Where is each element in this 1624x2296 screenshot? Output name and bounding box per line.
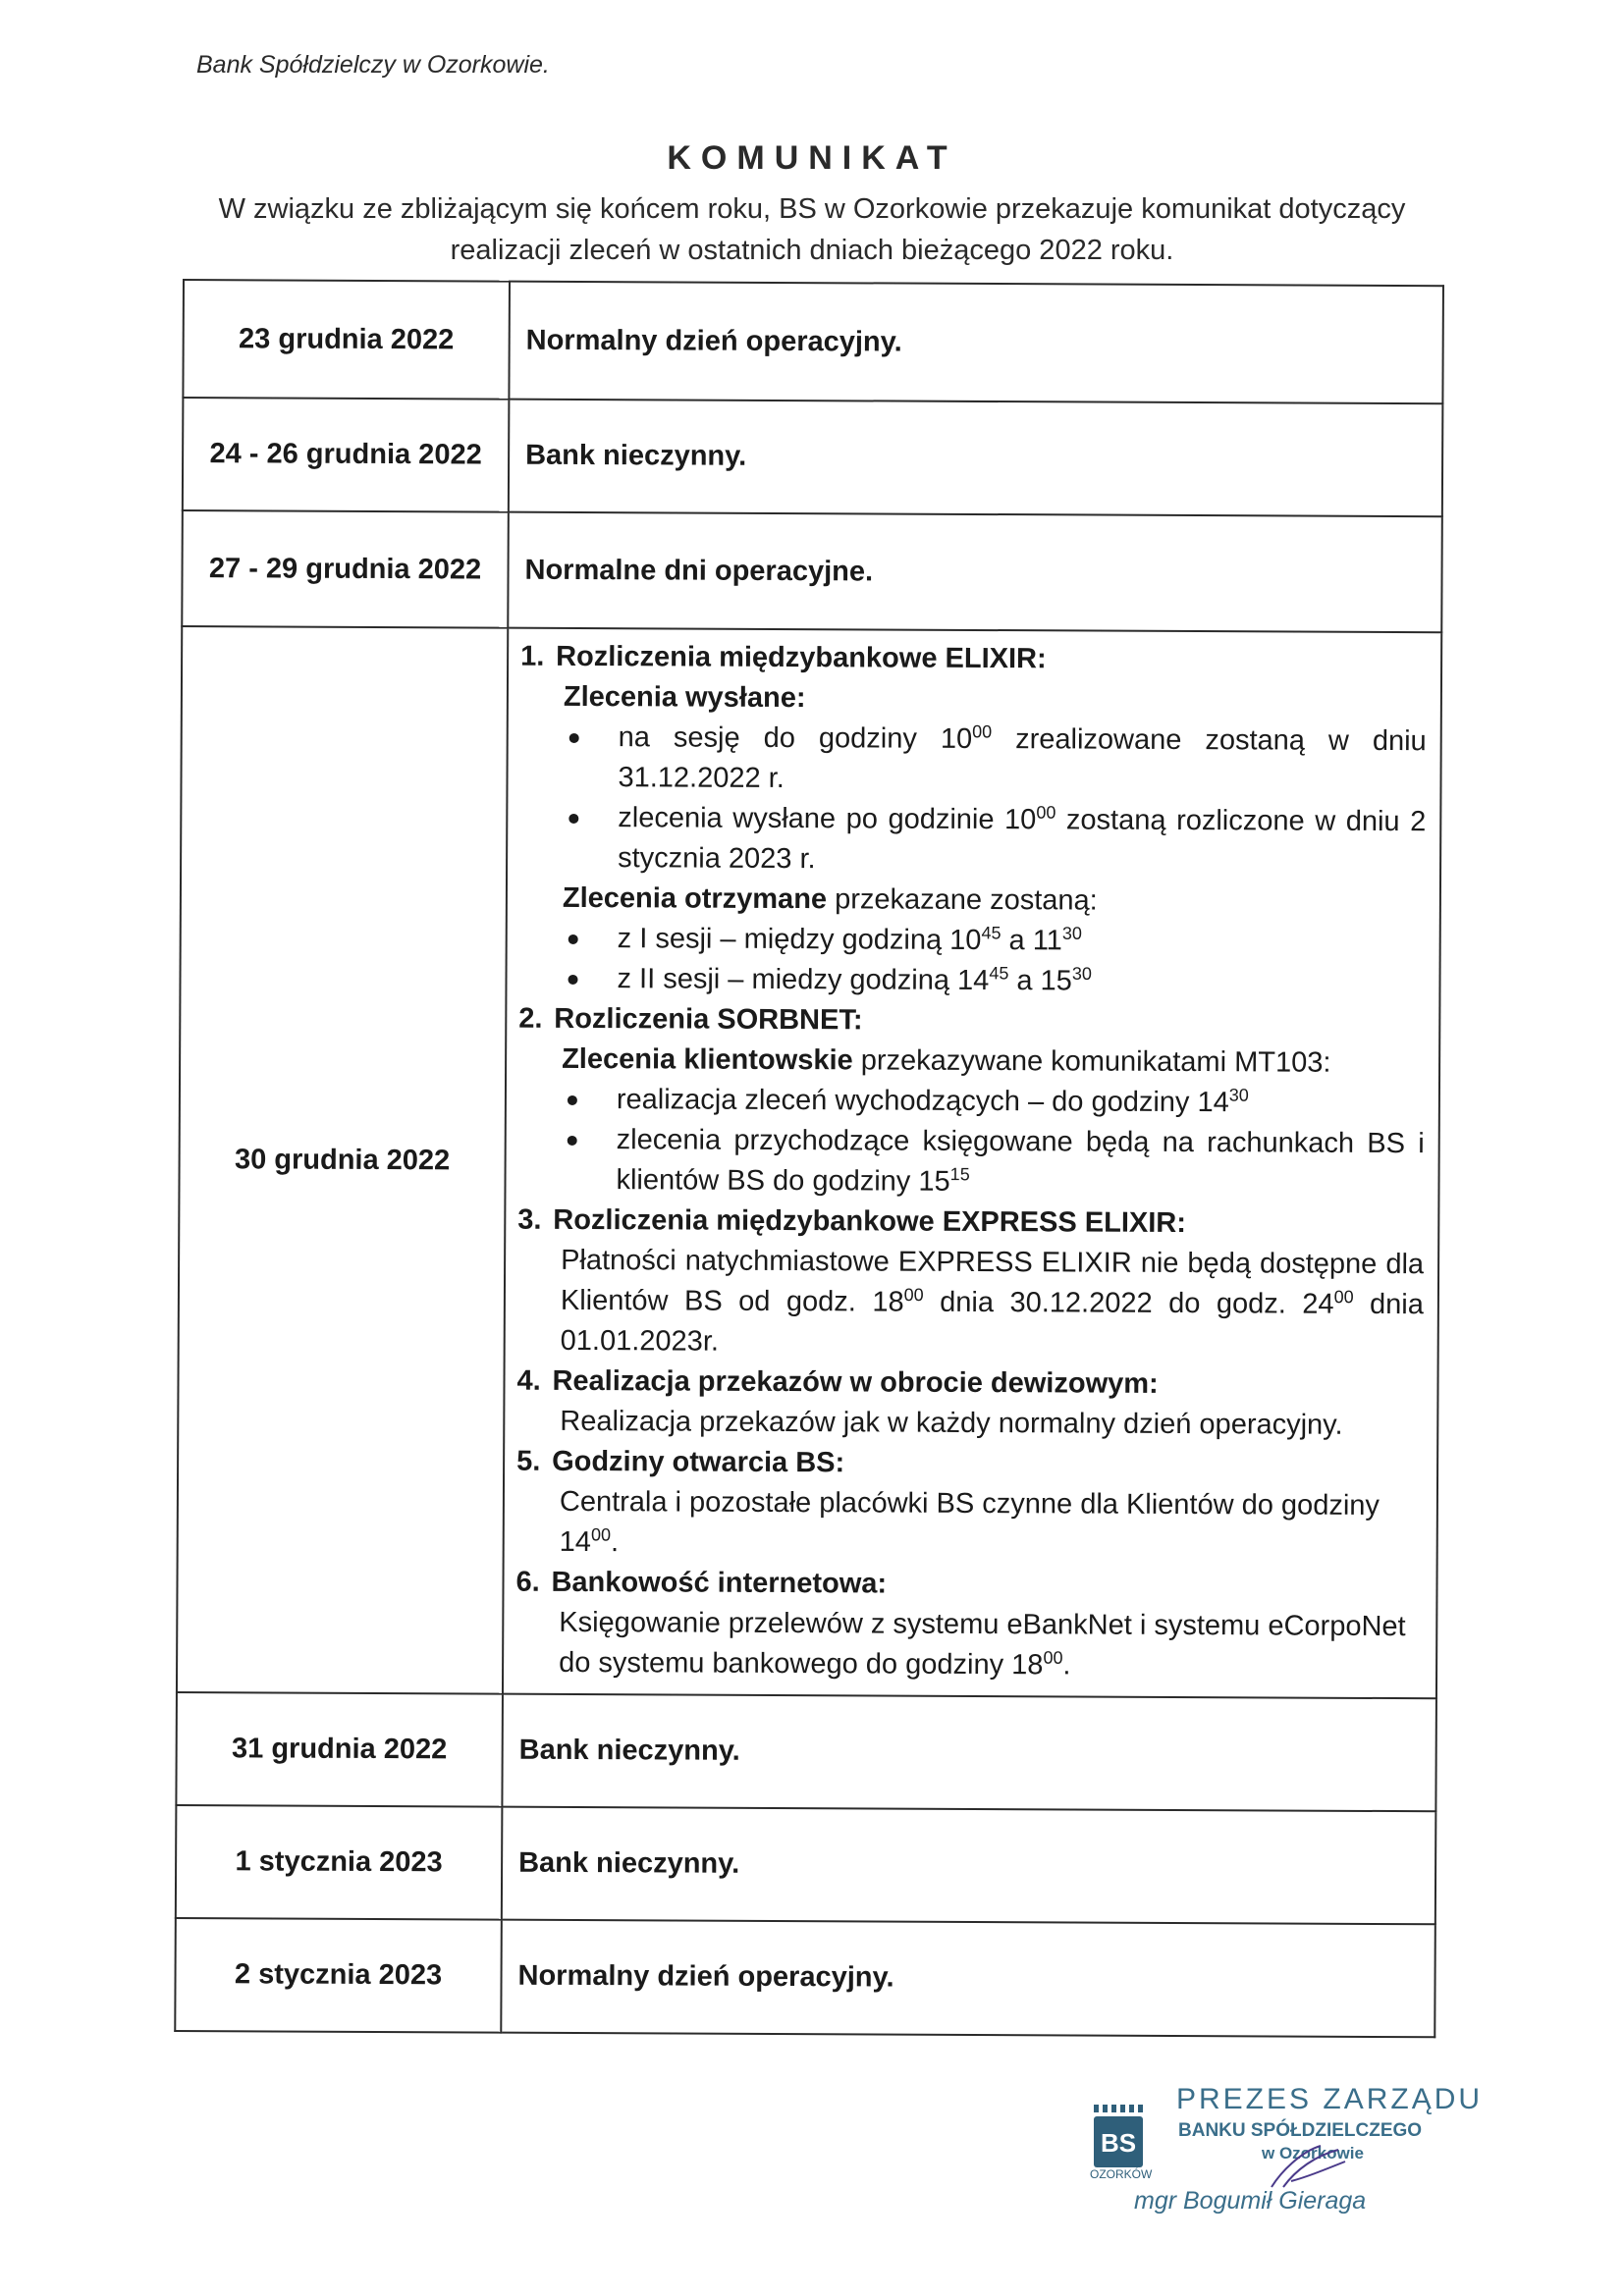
date-cell: 23 grudnia 2022 — [183, 280, 510, 400]
bank-name-header: Bank Spółdzielczy w Ozorkowie. — [196, 51, 550, 79]
sent-list — [519, 718, 1427, 883]
section-internet-banking — [515, 1563, 1423, 1688]
stamp-title: PREZES ZARZĄDU — [1176, 2083, 1484, 2115]
status-cell: Bank nieczynny. — [502, 1807, 1436, 1925]
date-cell: 27 - 29 grudnia 2022 — [182, 510, 509, 628]
signatory-name: mgr Bogumił Gieraga — [1134, 2187, 1367, 2215]
client-line: Zlecenia klientowskie przekazywane komunikatami MT103: — [562, 1042, 1331, 1079]
table-row — [177, 626, 1441, 1698]
list-item: zlecenia wysłane po godzinie $10^{00}$ zostaną rozliczone w dniu 2 stycznia 2023 r. — [563, 798, 1426, 882]
received-line: Zlecenia otrzymane przekazane zostaną: — [562, 881, 1098, 917]
list-item: zlecenia przychodzące księgowane będą na rachunkach BS i klientów BS do godziny $15^{15}$ — [561, 1120, 1424, 1204]
status-cell: Normalny dzień operacyjny. — [509, 282, 1443, 404]
section-title: Realizacja przekazów w obrocie dewizowym: — [552, 1364, 1159, 1400]
list-item: z II sesji – miedzy godziną $14^{45}$ a $15^{30}$ — [562, 959, 1425, 1003]
bullet-icon — [568, 975, 577, 985]
bullet-icon — [568, 934, 578, 944]
section-title: Bankowość internetowa: — [551, 1566, 888, 1600]
received-list — [518, 919, 1425, 1004]
table-row — [183, 280, 1443, 403]
status-cell: Normalne dni operacyjne. — [508, 512, 1442, 633]
section-opening-hours — [516, 1442, 1424, 1568]
bullet-icon — [569, 733, 579, 743]
section-text: Płatności natychmiastowe EXPRESS ELIXIR nie będą dostępne dla Klientów BS od godz. $18^{00}$ dnia 30.12.2022 do godz. $24^{00}$ dnia 01.01.2023r. — [560, 1244, 1425, 1358]
section-elixir — [518, 637, 1427, 1004]
table-row — [176, 1805, 1436, 1924]
section-number: 4. — [516, 1364, 541, 1397]
section-text: Realizacja przekazów jak w każdy normalny dzień operacyjny. — [560, 1405, 1343, 1441]
date-cell: 30 grudnia 2022 — [177, 626, 508, 1694]
status-cell: Bank nieczynny. — [509, 400, 1443, 517]
section-title: Rozliczenia SORBNET: — [554, 1002, 863, 1037]
bullet-icon — [568, 1136, 577, 1146]
table-row — [176, 1692, 1436, 1811]
date-cell: 1 stycznia 2023 — [176, 1805, 503, 1920]
status-cell: Bank nieczynny. — [502, 1694, 1436, 1812]
details-cell — [503, 628, 1441, 1699]
sorbnet-list — [517, 1080, 1425, 1205]
date-cell: 2 stycznia 2023 — [175, 1918, 502, 2033]
section-title: Rozliczenia międzybankowe EXPRESS ELIXIR: — [553, 1203, 1187, 1240]
stamp-city-line: w Ozorkowie — [1262, 2144, 1364, 2163]
section-title: Godziny otwarcia BS: — [552, 1445, 845, 1479]
signature-stamp — [1090, 2081, 1502, 2238]
seal-text: BS — [1100, 2128, 1137, 2158]
list-item: na sesję do godziny $10^{00}$ zrealizowane zostaną w dniu 31.12.2022 r. — [563, 718, 1426, 802]
section-number: 3. — [517, 1203, 542, 1236]
status-cell: Normalny dzień operacyjny. — [501, 1920, 1435, 2038]
section-sorbnet — [517, 999, 1425, 1205]
section-number: 2. — [518, 1002, 543, 1035]
section-number: 6. — [515, 1566, 540, 1598]
section-title: Rozliczenia międzybankowe ELIXIR: — [556, 640, 1047, 675]
list-item: z I sesji – między godziną $10^{45}$ a $11^{30}$ — [563, 919, 1426, 963]
section-number: 5. — [516, 1445, 541, 1477]
list-item: realizacja zleceń wychodzących – do godziny $14^{30}$ — [562, 1080, 1425, 1124]
date-cell: 31 grudnia 2022 — [176, 1692, 503, 1807]
table-row — [175, 1918, 1435, 2037]
section-express-elixir — [517, 1201, 1425, 1366]
date-cell: 24 - 26 grudnia 2022 — [183, 398, 510, 512]
sent-label: Zlecenia wysłane: — [563, 680, 806, 715]
seal-label: OZORKÓW — [1090, 2167, 1153, 2181]
bank-seal-icon — [1090, 2101, 1145, 2177]
table-row — [183, 398, 1443, 516]
stamp-bank-line: BANKU SPÓŁDZIELCZEGO — [1178, 2120, 1423, 2141]
intro-text — [147, 188, 1477, 271]
schedule-table — [174, 279, 1444, 2038]
handwritten-signature-icon — [1262, 2142, 1350, 2191]
document-title: KOMUNIKAT — [667, 139, 957, 177]
section-text: Księgowanie przelewów z systemu eBankNet i systemu eCorpoNet do systemu bankowego do godziny $18^{00}$. — [559, 1606, 1406, 1682]
section-number: 1. — [520, 640, 545, 672]
table-row — [182, 510, 1442, 632]
section-text: Centrala i pozostałe placówki BS czynne dla Klientów do godziny $14^{00}$. — [559, 1485, 1380, 1559]
intro-line-2: realizacji zleceń w ostatnich dniach bieżącego 2022 roku. — [450, 235, 1174, 266]
bullet-icon — [568, 1095, 577, 1105]
intro-line-1: W związku ze zbliżającym się końcem roku, BS w Ozorkowie przekazuje komunikat dotyczący — [218, 193, 1406, 225]
section-foreign-transfers — [516, 1362, 1423, 1447]
bullet-icon — [568, 814, 578, 824]
